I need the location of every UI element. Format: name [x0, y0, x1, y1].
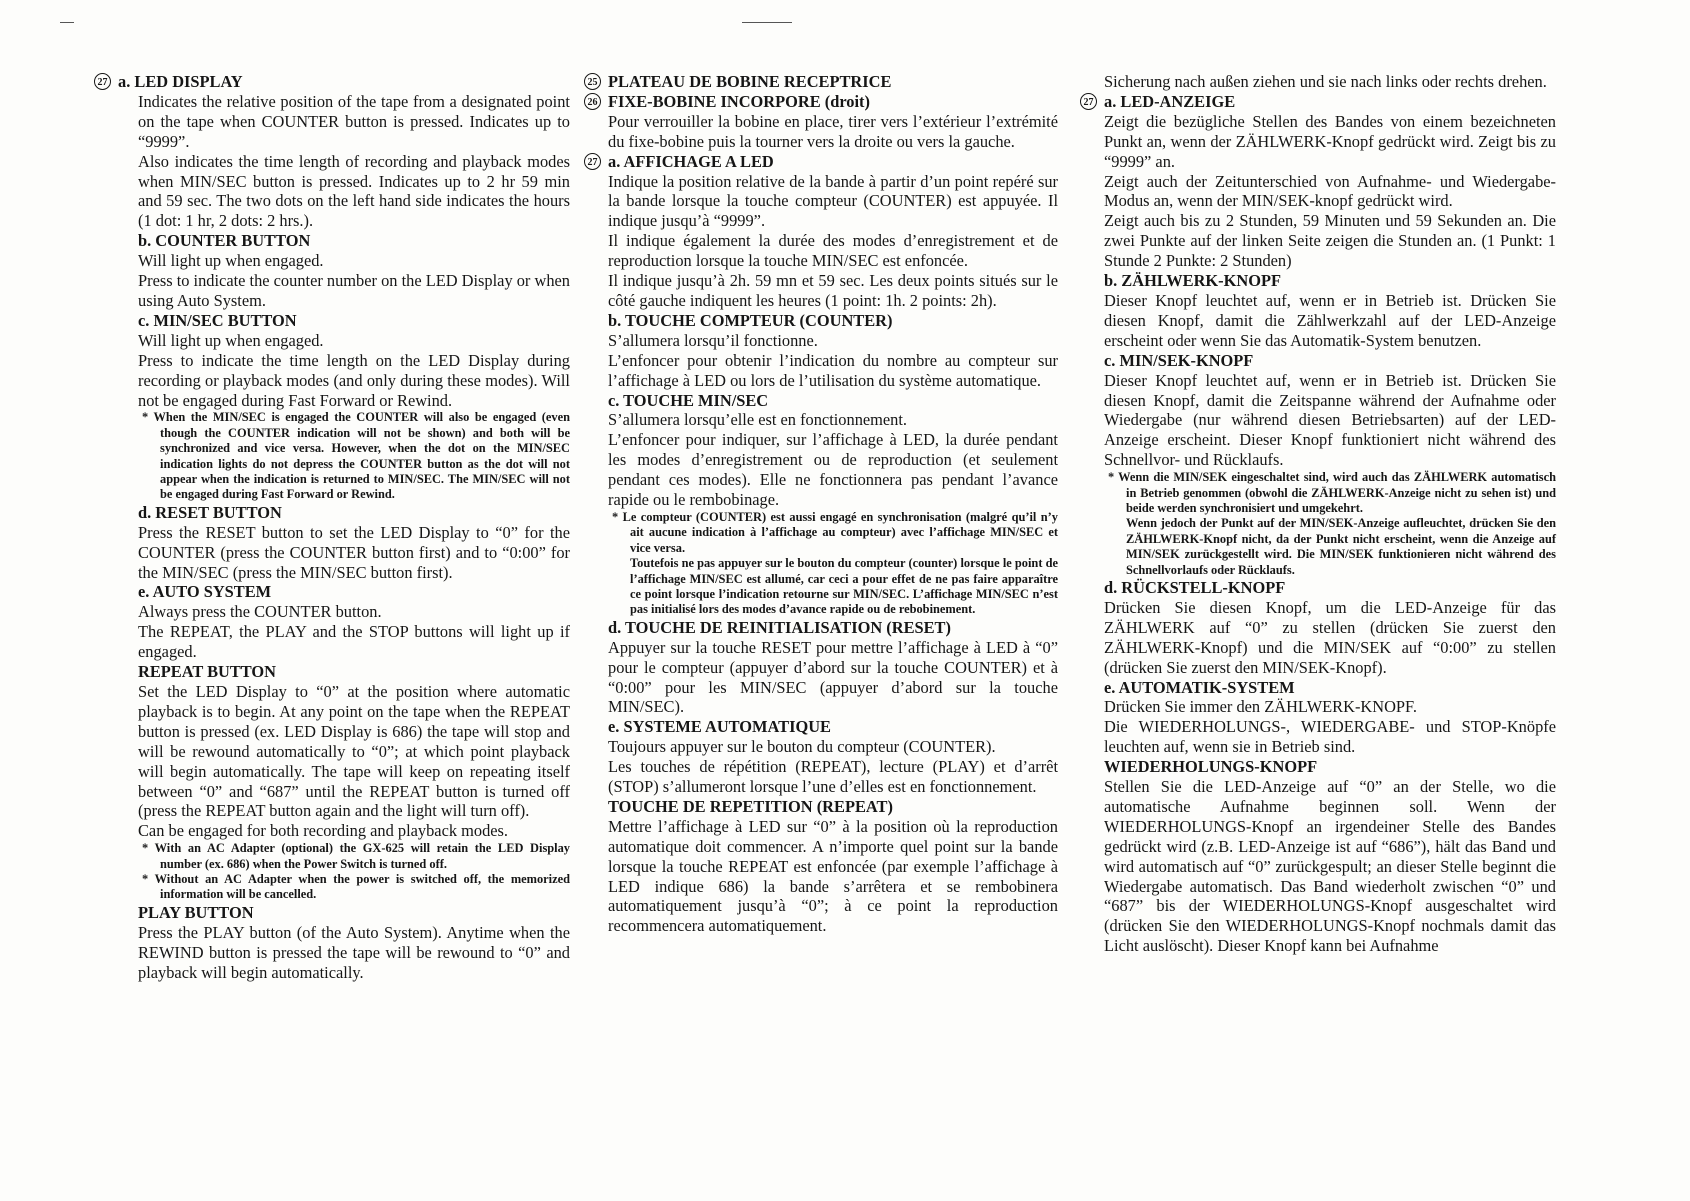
heading-touche-min-sec: c. TOUCHE MIN/SEC — [608, 390, 769, 410]
heading-counter-button: b. COUNTER BUTTON — [138, 231, 311, 251]
footnote: * Wenn die MIN/SEK eingeschaltet sind, wird auch das ZÄHLWERK automatisch in Betrieb genommen (obwohl die ZÄHLWERK-Anzeige nicht zu sehen ist) und beide werden synchronisiert und umgekehrt. — [1108, 470, 1556, 515]
paragraph: Indique la position relative de la bande à partir d’un point repéré sur la bande lorsque la touche compteur (COUNTER) est appuyée. Il indique jusqu’à “9999”. — [608, 171, 1058, 231]
heading-touche-reset: d. TOUCHE DE REINITIALISATION (RESET) — [608, 617, 951, 637]
section-number-badge: 25 — [584, 73, 601, 90]
scan-mark-corner — [60, 22, 74, 23]
heading-led-display: a. LED DISPLAY — [118, 72, 243, 91]
paragraph: Press to indicate the time length on the LED Display during recording or playback modes (and only during these modes). Will not be engaged during Fast Forward or Rewind. — [138, 350, 570, 410]
scan-mark-top — [742, 22, 792, 23]
paragraph: Zeigt auch der Zeitunterschied von Aufnahme- und Wiedergabe-Modus an, wenn der MIN/SEK-knopf gedrückt wird. — [1104, 171, 1556, 211]
footnote: * Without an AC Adapter when the power is switched off, the memorized information will be cancelled. — [142, 872, 570, 902]
paragraph: Will light up when engaged. — [138, 251, 324, 271]
paragraph: Die WIEDERHOLUNGS-, WIEDERGABE- und STOP-Knöpfe leuchten auf, wenn sie in Betrieb sind. — [1104, 717, 1556, 757]
footnote: Toutefois ne pas appuyer sur le bouton du compteur (counter) lorsque le point de l’affichage MIN/SEC est allumé, car ceci a pour effet de ne pas faire apparaître ce point lorsque l’indication retourne sur MIN/SEC. L’affichage MIN/SEC n’est pas initialisé lors des modes d’avance rapide ou de rebobinement. — [630, 556, 1058, 617]
paragraph: Drücken Sie diesen Knopf, um die LED-Anzeige für das ZÄHLWERK auf “0” zu stellen (drücken Sie zuerst den ZÄHLWERK-Knopf) und die MIN/SEK auf “0:00” zu stellen (drücken Sie zuerst den MIN/SEK-Knopf). — [1104, 597, 1556, 677]
paragraph: Indicates the relative position of the tape from a designated point on the tape when COUNTER button is pressed. Indicates up to “9999”. — [138, 91, 570, 151]
heading-systeme-automatique: e. SYSTEME AUTOMATIQUE — [608, 717, 831, 737]
german-column — [1083, 72, 1556, 956]
section-25-heading — [587, 72, 1058, 92]
english-column — [97, 72, 570, 983]
heading-automatik-system: e. AUTOMATIK-SYSTEM — [1104, 677, 1295, 697]
heading-min-sek-knopf: c. MIN/SEK-KNOPF — [1104, 350, 1254, 370]
paragraph: Always press the COUNTER button. — [138, 602, 382, 622]
heading-reset-button: d. RESET BUTTON — [138, 502, 282, 522]
paragraph: Will light up when engaged. — [138, 330, 324, 350]
paragraph: S’allumera lorsqu’il fonctionne. — [608, 330, 818, 350]
heading-touche-compteur: b. TOUCHE COMPTEUR (COUNTER) — [608, 310, 893, 330]
section-number-badge: 27 — [1080, 93, 1097, 110]
footnote: * Le compteur (COUNTER) est aussi engagé en synchronisation (malgré qu’il n’y ait aucune indication à l’affichage au compteur) avec l’affichage MIN/SEC et vice versa. — [612, 509, 1058, 555]
paragraph: Stellen Sie die LED-Anzeige auf “0” an der Stelle, wo die automatische Aufnahme beginnen soll. Wenn der WIEDERHOLUNGS-Knopf an irgendeiner Stelle des Bandes gedrückt wird (z.B. LED-Anzeige ist auf “686”), hält das Band und wird automatisch auf “0” zurückgespult; an dieser Stelle beginnt die Wiedergabe automatisch. Das Band wiederholt zwischen “0” und “687” bis der WIEDERHOLUNGS-Knopf ausgeschaltet wird (drücken Sie den WIEDERHOLUNGS-Knopf nochmals damit das Licht auslöscht). Dieser Knopf kann bei Aufnahme — [1104, 777, 1556, 956]
heading-rueckstell-knopf: d. RÜCKSTELL-KNOPF — [1104, 577, 1286, 597]
paragraph: L’enfoncer pour obtenir l’indication du nombre au compteur sur l’affichage à LED ou lors de l’utilisation du système automatique. — [608, 350, 1058, 390]
paragraph: Il indique jusqu’à 2h. 59 mn et 59 sec. Les deux points situés sur le côté gauche indiquent les heures (1 point: 1h. 2 points: 2h). — [608, 271, 1058, 310]
paragraph: Dieser Knopf leuchtet auf, wenn er in Betrieb ist. Drücken Sie diesen Knopf, damit die Zeitspanne während der Aufnahme oder Wiedergabe (nur während diesen Betriebsarten) auf der LED-Anzeige erscheint. Dieser Knopf funktioniert nicht während des Schnellvor- und Rücklaufs. — [1104, 370, 1556, 470]
paragraph: Press to indicate the counter number on the LED Display or when using Auto System. — [138, 271, 570, 310]
paragraph: Press the RESET button to set the LED Display to “0” for the COUNTER (press the COUNTER button first) and to “0:00” for the MIN/SEC (press the MIN/SEC button first). — [138, 522, 570, 582]
heading-affichage-led: a. AFFICHAGE A LED — [608, 151, 774, 171]
paragraph: Mettre l’affichage à LED sur “0” à la position où la reproduction automatique doit commencer. A n’importe quel point sur la bande lorsque la touche REPEAT est enfoncée (par exemple l’affichage à LED indique 686) la bande s’arrêtera et se rembobinera automatiquement jusqu’à “0”; à ce point la reproduction recommencera automatiquement. — [608, 816, 1058, 936]
heading-wiederholungs-knopf: WIEDERHOLUNGS-KNOPF — [1104, 757, 1318, 777]
heading-repeat-button: REPEAT BUTTON — [138, 662, 276, 682]
paragraph: Can be engaged for both recording and playback modes. — [138, 821, 509, 841]
paragraph: Il indique également la durée des modes d’enregistrement et de reproduction lorsque la touche MIN/SEC est enfoncée. — [608, 231, 1058, 271]
section-number-badge: 26 — [584, 93, 601, 110]
paragraph: L’enfoncer pour indiquer, sur l’affichage à LED, la durée pendant les modes d’enregistrement ou de reproduction (et seulement pendant ces modes). Elle ne fonctionnera pas pendant l’avance rapide ou le rembobinage. — [608, 430, 1058, 510]
heading-play-button: PLAY BUTTON — [138, 902, 254, 922]
paragraph: Les touches de répétition (REPEAT), lecture (PLAY) et d’arrêt (STOP) s’allumeront lorsque l’une d’elles est en fonctionnement. — [608, 757, 1058, 797]
paragraph: Zeigt auch bis zu 2 Stunden, 59 Minuten und 59 Sekunden an. Die zwei Punkte auf der linken Seite zeigen die Stunden an. (1 Punkt: 1 Stunde 2 Punkte: 2 Stunden) — [1104, 211, 1556, 271]
paragraph: The REPEAT, the PLAY and the STOP buttons will light up if engaged. — [138, 622, 570, 662]
section-27-heading — [587, 151, 1058, 172]
heading-min-sec-button: c. MIN/SEC BUTTON — [138, 310, 297, 330]
paragraph: Drücken Sie immer den ZÄHLWERK-KNOPF. — [1104, 697, 1417, 717]
footnote: * When the MIN/SEC is engaged the COUNTER will also be engaged (even though the COUNTER indication will not be shown) and both will be synchronized and vice versa. However, when the dot on the MIN/SEC indication lights do not depress the COUNTER button as the dot will not appear when the indication is returned to MIN/SEC. The MIN/SEC will not be engaged during Fast Forward or Rewind. — [142, 410, 570, 502]
paragraph: Toujours appuyer sur le bouton du compteur (COUNTER). — [608, 737, 996, 757]
paragraph: Appuyer sur la touche RESET pour mettre l’affichage à LED à “0” pour le compteur (appuyer d’abord sur la touche COUNTER) et à “0:00” pour les MIN/SEC (appuyer d’abord sur la touche MIN/SEC). — [608, 637, 1058, 717]
section-number-badge: 27 — [94, 73, 111, 90]
french-column — [587, 72, 1058, 936]
footnote: * With an AC Adapter (optional) the GX-625 will retain the LED Display number (ex. 686) when the Power Switch is turned off. — [142, 841, 570, 871]
section-27-heading — [97, 72, 570, 92]
section-27-heading — [1083, 91, 1556, 112]
footnote: Wenn jedoch der Punkt auf der MIN/SEK-Anzeige aufleuchtet, drücken Sie den ZÄHLWERK-Knopf nicht, da der Punkt nicht erscheint, wenn die Anzeige auf MIN/SEK zurückgestellt wird. Die MIN/SEK funktionieren nicht während des Schnellvorlaufs oder Rücklaufs. — [1126, 516, 1556, 577]
heading-led-anzeige: a. LED-ANZEIGE — [1104, 91, 1236, 111]
paragraph: Press the PLAY button (of the Auto System). Anytime when the REWIND button is pressed the tape will be rewound to “0” and playback will begin automatically. — [138, 922, 570, 982]
paragraph: S’allumera lorsqu’elle est en fonctionnement. — [608, 410, 908, 430]
paragraph: Pour verrouiller la bobine en place, tirer vers l’extérieur l’extrémité du fixe-bobine puis la tourner vers la droite ou vers la gauche. — [608, 111, 1058, 151]
section-26-heading — [587, 91, 1058, 112]
heading-auto-system: e. AUTO SYSTEM — [138, 582, 272, 602]
paragraph: Sicherung nach außen ziehen und sie nach links oder rechts drehen. — [1104, 72, 1547, 91]
paragraph: Set the LED Display to “0” at the position where automatic playback is to begin. At any point on the tape when the REPEAT button is pressed (ex. LED Display is 686) the tape will stop and will be rewound automatically to “0”; at which point playback will begin automatically. The tape will keep on repeating itself between “0” and “687” until the REPEAT button is turned off (press the REPEAT button again and the light will turn off). — [138, 682, 570, 821]
paragraph: Dieser Knopf leuchtet auf, wenn er in Betrieb ist. Drücken Sie diesen Knopf, damit die Zählwerkzahl auf der LED-Anzeige erscheint oder wenn Sie das Automatik-System benutzen. — [1104, 290, 1556, 350]
heading-fixe-bobine: FIXE-BOBINE INCORPORE (droit) — [608, 91, 870, 111]
section-number-badge: 27 — [584, 153, 601, 170]
paragraph: Also indicates the time length of recording and playback modes when MIN/SEC button is pressed. Indicates up to 2 hr 59 min and 59 sec. The two dots on the left hand side indicates the hours (1 dot: 1 hr, 2 dots: 2 hrs.). — [138, 151, 570, 231]
paragraph: Zeigt die bezügliche Stellen des Bandes von einem bezeichneten Punkt an, wenn der ZÄHLWERK-Knopf gedrückt wird. Zeigt bis zu “9999” an. — [1104, 111, 1556, 171]
heading-plateau: PLATEAU DE BOBINE RECEPTRICE — [608, 72, 892, 91]
heading-zaehlwerk-knopf: b. ZÄHLWERK-KNOPF — [1104, 271, 1281, 291]
heading-touche-repetition: TOUCHE DE REPETITION (REPEAT) — [608, 796, 893, 816]
